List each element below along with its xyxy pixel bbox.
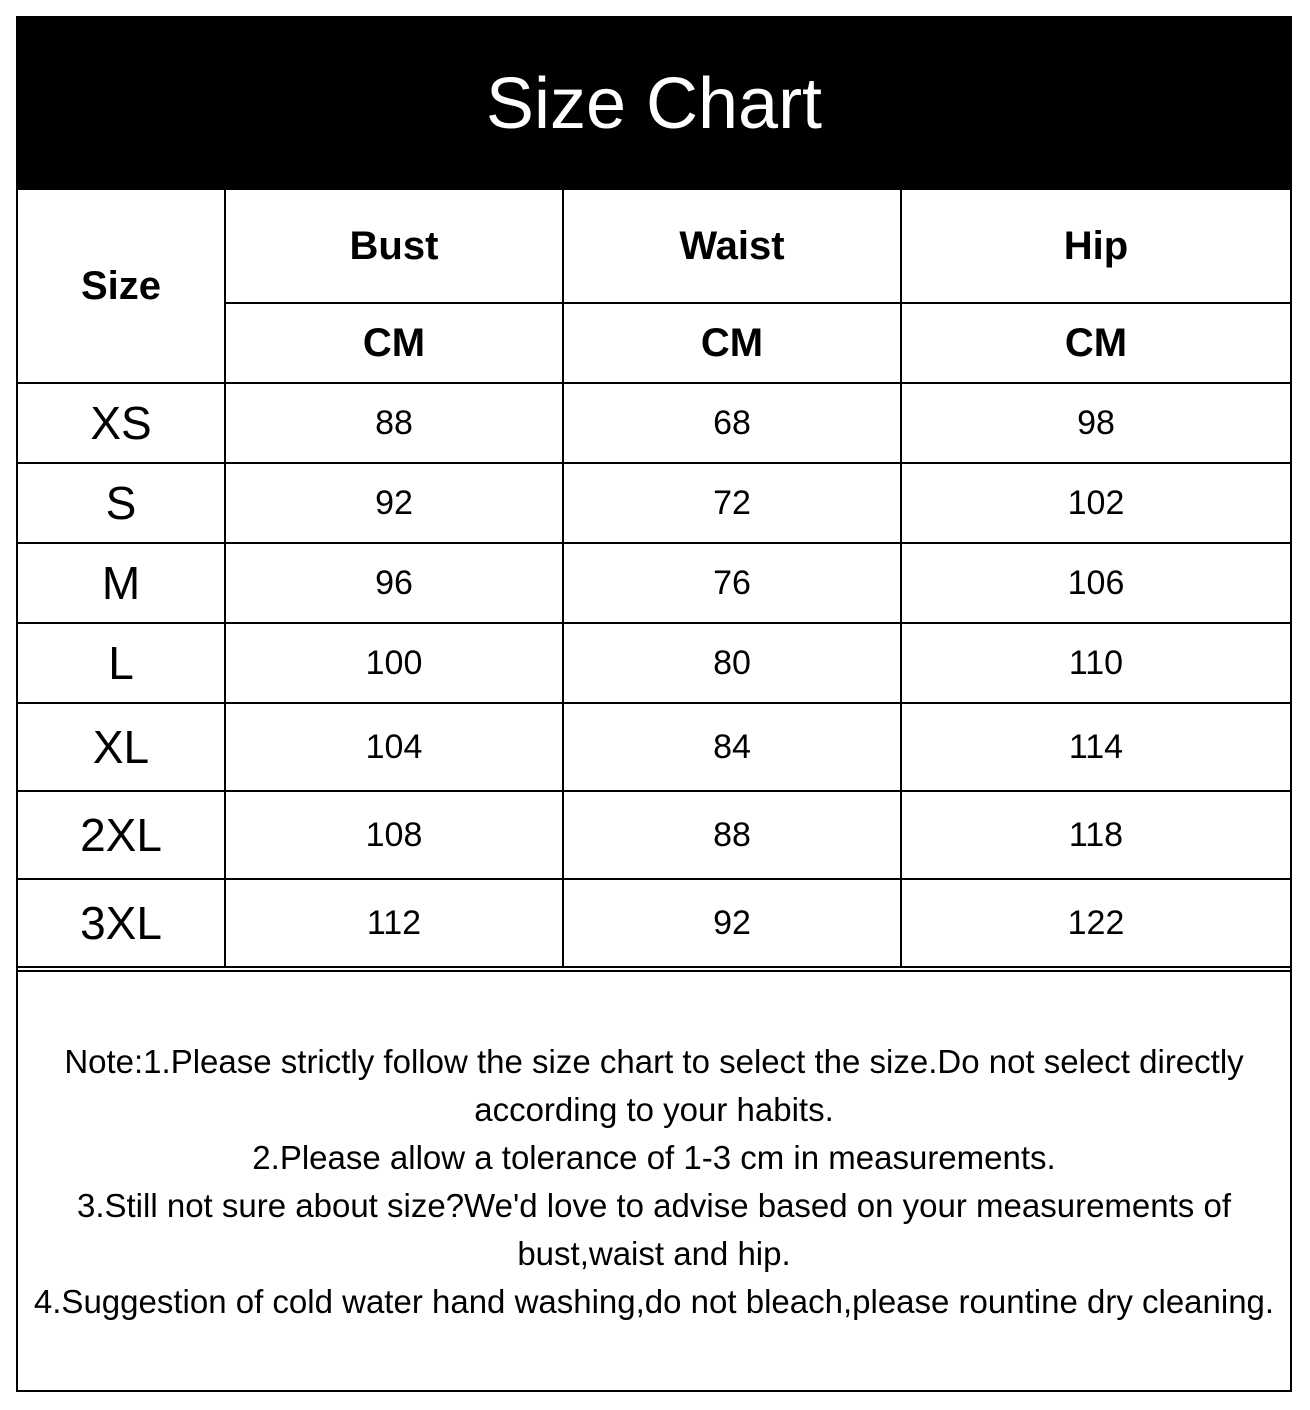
bust-unit-header: CM (225, 303, 563, 383)
size-cell: XL (18, 703, 225, 791)
bust-cell: 88 (225, 383, 563, 463)
waist-cell: 76 (563, 543, 901, 623)
table-row (18, 791, 1290, 879)
size-cell: 2XL (18, 791, 225, 879)
table-row (18, 623, 1290, 703)
hip-column-header: Hip (901, 190, 1290, 303)
table-row (18, 879, 1290, 967)
note-2: 2.Please allow a tolerance of 1-3 cm in measurements. (252, 1139, 1056, 1176)
title-bar (18, 18, 1290, 190)
size-cell: XS (18, 383, 225, 463)
size-cell: M (18, 543, 225, 623)
notes-text (18, 1038, 1290, 1326)
hip-cell: 102 (901, 463, 1290, 543)
waist-cell: 80 (563, 623, 901, 703)
bust-cell: 104 (225, 703, 563, 791)
table-row (18, 463, 1290, 543)
size-cell: S (18, 463, 225, 543)
page-title: Size Chart (485, 64, 823, 144)
size-table (18, 190, 1290, 968)
hip-unit-header: CM (901, 303, 1290, 383)
waist-cell: 92 (563, 879, 901, 967)
waist-column-header: Waist (563, 190, 901, 303)
hip-cell: 118 (901, 791, 1290, 879)
bust-cell: 108 (225, 791, 563, 879)
waist-cell: 88 (563, 791, 901, 879)
hip-cell: 110 (901, 623, 1290, 703)
notes-section (18, 970, 1290, 1392)
hip-cell: 122 (901, 879, 1290, 967)
waist-unit-header: CM (563, 303, 901, 383)
note-4: 4.Suggestion of cold water hand washing,do not bleach,please rountine dry cleaning. (33, 1283, 1275, 1320)
table-row (18, 703, 1290, 791)
size-cell: 3XL (18, 879, 225, 967)
hip-cell: 114 (901, 703, 1290, 791)
bust-cell: 112 (225, 879, 563, 967)
note-1: Note:1.Please strictly follow the size chart to select the size.Do not select directly according to your habits. (64, 1043, 1244, 1128)
waist-cell: 72 (563, 463, 901, 543)
note-3: 3.Still not sure about size?We'd love to advise based on your measurements of bust,waist and hip. (76, 1187, 1231, 1272)
hip-cell: 98 (901, 383, 1290, 463)
bust-cell: 96 (225, 543, 563, 623)
bust-cell: 92 (225, 463, 563, 543)
table-row (18, 543, 1290, 623)
waist-cell: 68 (563, 383, 901, 463)
bust-cell: 100 (225, 623, 563, 703)
size-cell: L (18, 623, 225, 703)
waist-cell: 84 (563, 703, 901, 791)
table-row (18, 383, 1290, 463)
hip-cell: 106 (901, 543, 1290, 623)
size-column-header: Size (18, 190, 225, 383)
size-chart-frame (16, 16, 1292, 1392)
bust-column-header: Bust (225, 190, 563, 303)
